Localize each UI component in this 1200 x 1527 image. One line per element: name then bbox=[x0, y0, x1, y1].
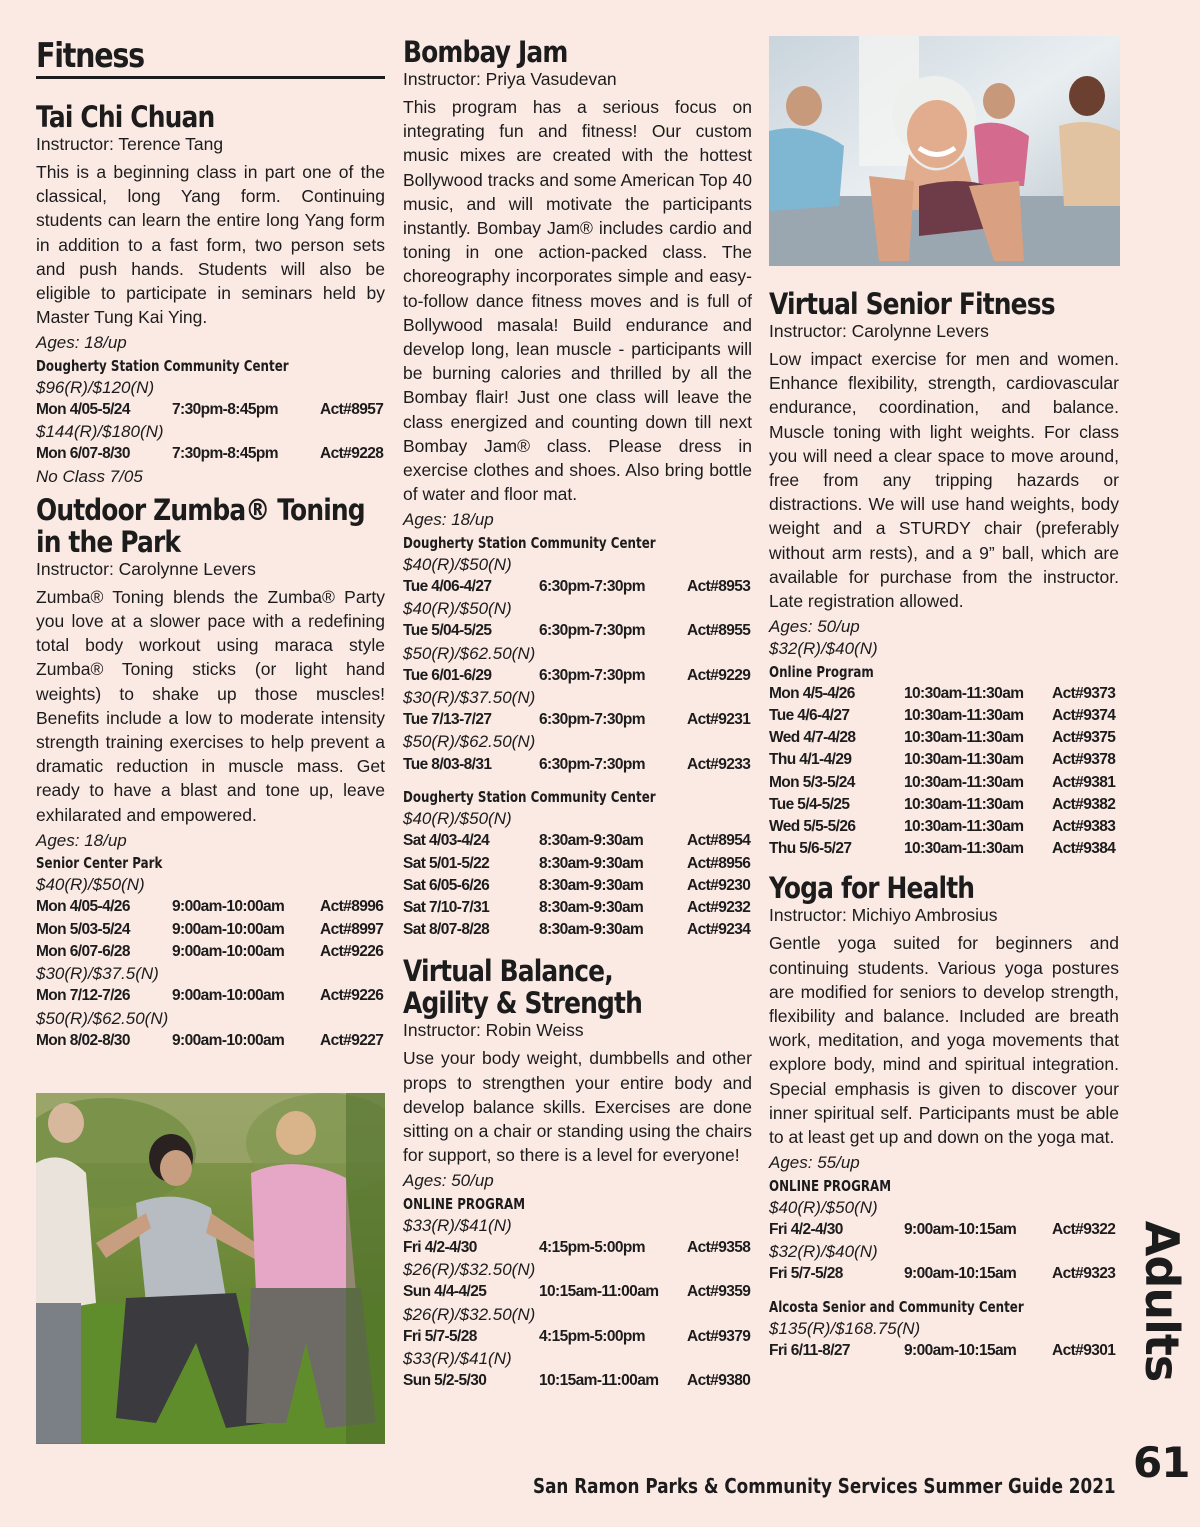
session-act: Act#9383 bbox=[1052, 818, 1116, 836]
tai-chi-price-2: $144(R)/$180(N) bbox=[36, 422, 164, 442]
tai-chi-note: No Class 7/05 bbox=[36, 466, 143, 486]
tai-chi-location: Dougherty Station Community Center bbox=[36, 356, 289, 375]
zumba-price-1: $40(R)/$50(N) bbox=[36, 875, 145, 895]
session-time: 6:30pm-7:30pm bbox=[539, 578, 645, 596]
session-time: 8:30am-9:30am bbox=[539, 876, 644, 894]
session-act: Act#9380 bbox=[687, 1372, 751, 1390]
spacer bbox=[403, 776, 752, 786]
session-day: Mon 4/05-4/26 bbox=[36, 898, 130, 916]
adults-side-tab bbox=[1135, 1220, 1189, 1382]
virtual-balance-price: $33(R)/$41(N) bbox=[403, 1215, 512, 1235]
senior-fitness-session-row bbox=[769, 683, 1119, 705]
senior-fitness-ages: Ages: 50/up bbox=[769, 617, 860, 637]
session-day: Tue 5/4-5/25 bbox=[769, 795, 850, 813]
session-time: 6:30pm-7:30pm bbox=[539, 711, 645, 729]
bombay-jam-description: This program has a serious focus on integrating fun and fitness! Our custom music mixes are created with the hottest Bollywood tracks and some American Top 40 music, and will motivate the participants instantly. Bombay Jam® includes cardio and toning in one action-packed class. The choreography incorporates simple and easy-to-follow dance fitness moves and is full of Bollywood masala! Build endurance and develop long, lean muscle - participants will be burning calories and thrilled by all the Bombay flair! Just one class will leave the class energized and counting down till next Bombay Jam® class. Please dress in exercise clothes and shoes. Also bring bottle of water and floor mat. bbox=[403, 97, 752, 505]
yoga-session-row bbox=[769, 1219, 1119, 1241]
column-right bbox=[769, 288, 1119, 1368]
session-time: 10:30am-11:30am bbox=[904, 751, 1024, 769]
senior-fitness-instructor: Instructor: Carolynne Levers bbox=[769, 321, 989, 341]
tai-chi-price-1: $96(R)/$120(N) bbox=[36, 377, 155, 397]
virtual-balance-location: ONLINE PROGRAM bbox=[403, 1194, 526, 1213]
section-title: Fitness bbox=[36, 36, 144, 76]
tai-chi-session-row bbox=[36, 399, 385, 421]
session-act: Act#9382 bbox=[1052, 795, 1116, 813]
session-act: Act#8953 bbox=[687, 578, 751, 596]
session-time: 9:00am-10:00am bbox=[172, 942, 285, 960]
zumba-ages: Ages: 18/up bbox=[36, 830, 127, 850]
senior-fitness-session-row bbox=[769, 816, 1119, 838]
virtual-balance-price: $33(R)/$41(N) bbox=[403, 1348, 512, 1368]
senior-fitness-price: $32(R)/$40(N) bbox=[769, 639, 878, 659]
column-left bbox=[36, 34, 385, 1058]
session-day: Sat 8/07-8/28 bbox=[403, 921, 490, 939]
senior-fitness-title: Virtual Senior Fitness bbox=[769, 287, 1055, 321]
tai-chi-photo bbox=[36, 1093, 385, 1444]
session-day: Wed 5/5-5/26 bbox=[769, 818, 856, 836]
bombay-jam-title: Bombay Jam bbox=[403, 35, 568, 69]
yoga-instructor: Instructor: Michiyo Ambrosius bbox=[769, 905, 998, 926]
session-act: Act#8957 bbox=[320, 401, 384, 419]
session-day: Mon 6/07-8/30 bbox=[36, 445, 130, 463]
zumba-price-3: $50(R)/$62.50(N) bbox=[36, 1008, 169, 1028]
bombay-jam-price: $50(R)/$62.50(N) bbox=[403, 732, 536, 752]
bombay-jam-price: $50(R)/$62.50(N) bbox=[403, 643, 536, 663]
bombay-jam-session-row bbox=[403, 875, 752, 897]
session-day: Fri 5/7-5/28 bbox=[769, 1265, 843, 1283]
session-day: Sat 5/01-5/22 bbox=[403, 854, 490, 872]
session-act: Act#9358 bbox=[687, 1238, 751, 1256]
session-time: 10:30am-11:30am bbox=[904, 707, 1024, 725]
session-time: 8:30am-9:30am bbox=[539, 898, 644, 916]
virtual-balance-description: Use your body weight, dumbbells and other props to strengthen your entire body and develop balance skills. Exercises are done sitting on a chair or standing using the chairs for support, so there is a level for everyone! bbox=[403, 1048, 752, 1166]
yoga-session-row bbox=[769, 1263, 1119, 1285]
session-act: Act#9322 bbox=[1052, 1220, 1116, 1238]
senior-fitness-session-row bbox=[769, 794, 1119, 816]
session-day: Tue 5/04-5/25 bbox=[403, 622, 492, 640]
session-time: 8:30am-9:30am bbox=[539, 832, 644, 850]
virtual-balance-price: $26(R)/$32.50(N) bbox=[403, 1260, 536, 1280]
bombay-jam-session-row bbox=[403, 665, 752, 687]
virtual-balance-session-row bbox=[403, 1237, 752, 1259]
yoga-location-1: ONLINE PROGRAM bbox=[769, 1176, 892, 1195]
session-day: Mon 7/12-7/26 bbox=[36, 987, 130, 1005]
session-time: 10:30am-11:30am bbox=[904, 840, 1024, 858]
session-day: Sun 5/2-5/30 bbox=[403, 1372, 487, 1390]
session-day: Fri 6/11-8/27 bbox=[769, 1341, 850, 1359]
adults-side-tab-label: Adults bbox=[1135, 1220, 1189, 1382]
zumba-title-line-1: Outdoor Zumba® Toning bbox=[36, 492, 365, 527]
tai-chi-ages: Ages: 18/up bbox=[36, 333, 127, 353]
column-middle bbox=[403, 34, 752, 1398]
session-time: 4:15pm-5:00pm bbox=[539, 1238, 645, 1256]
zumba-price-2: $30(R)/$37.5(N) bbox=[36, 964, 159, 984]
session-day: Mon 4/5-4/26 bbox=[769, 684, 855, 702]
session-time: 6:30pm-7:30pm bbox=[539, 666, 645, 684]
yoga-price: $32(R)/$40(N) bbox=[769, 1242, 878, 1262]
zumba-listing bbox=[36, 494, 385, 1052]
session-act: Act#9228 bbox=[320, 445, 384, 463]
session-act: Act#8997 bbox=[320, 920, 384, 938]
session-act: Act#9229 bbox=[687, 666, 751, 684]
session-day: Mon 8/02-8/30 bbox=[36, 1031, 130, 1049]
session-day: Fri 5/7-5/28 bbox=[403, 1327, 477, 1345]
yoga-location-2: Alcosta Senior and Community Center bbox=[769, 1297, 1024, 1316]
session-act: Act#9378 bbox=[1052, 751, 1116, 769]
session-day: Sat 7/10-7/31 bbox=[403, 898, 490, 916]
tai-chi-session-row bbox=[36, 443, 385, 465]
session-day: Tue 6/01-6/29 bbox=[403, 666, 492, 684]
senior-fitness-session-row bbox=[769, 838, 1119, 860]
session-time: 10:30am-11:30am bbox=[904, 795, 1024, 813]
virtual-balance-instructor: Instructor: Robin Weiss bbox=[403, 1020, 584, 1041]
session-day: Fri 4/2-4/30 bbox=[403, 1238, 477, 1256]
tai-chi-description: This is a beginning class in part one of the classical, long Yang form. Continuing students can learn the entire long Yang form in addition to a fast form, two person sets and push hands. Students will also be eligible to participate in seminars held by Master Tung Kai Ying. bbox=[36, 162, 385, 328]
senior-fitness-photo-illustration bbox=[769, 36, 1120, 266]
session-act: Act#9379 bbox=[687, 1327, 751, 1345]
session-day: Sat 4/03-4/24 bbox=[403, 832, 490, 850]
session-time: 6:30pm-7:30pm bbox=[539, 622, 645, 640]
senior-fitness-session-row bbox=[769, 749, 1119, 771]
session-act: Act#8956 bbox=[687, 854, 751, 872]
bombay-jam-instructor: Instructor: Priya Vasudevan bbox=[403, 69, 617, 89]
zumba-session-row bbox=[36, 985, 385, 1007]
bombay-jam-session-row bbox=[403, 919, 752, 941]
zumba-description: Zumba® Toning blends the Zumba® Party you love at a slower pace with a redefining total body workout using maraca style Zumba® Toning sticks (or light hand weights) to shake up those muscles! Benefits include a low to moderate intensity strength training exercises to help prevent a dramatic reduction in muscle mass. Get ready to have a blast and tone up, leave exhilarated and empowered. bbox=[36, 586, 385, 825]
session-act: Act#9375 bbox=[1052, 729, 1116, 747]
zumba-session-row bbox=[36, 896, 385, 918]
tai-chi-instructor: Instructor: Terence Tang bbox=[36, 134, 224, 154]
bombay-jam-location-2: Dougherty Station Community Center bbox=[403, 787, 656, 806]
session-time: 8:30am-9:30am bbox=[539, 854, 644, 872]
session-act: Act#8955 bbox=[687, 622, 751, 640]
session-time: 10:30am-11:30am bbox=[904, 729, 1024, 747]
bombay-jam-session-row bbox=[403, 897, 752, 919]
session-act: Act#9359 bbox=[687, 1283, 751, 1301]
page-number: 61 bbox=[1133, 1438, 1190, 1487]
bombay-jam-session-row bbox=[403, 754, 752, 776]
yoga-listing bbox=[769, 872, 1119, 1362]
session-act: Act#9374 bbox=[1052, 707, 1116, 725]
virtual-balance-ages: Ages: 50/up bbox=[403, 1171, 494, 1191]
senior-fitness-session-row bbox=[769, 705, 1119, 727]
session-act: Act#9373 bbox=[1052, 684, 1116, 702]
session-act: Act#9233 bbox=[687, 755, 751, 773]
senior-fitness-location: Online Program bbox=[769, 662, 874, 681]
yoga-title: Yoga for Health bbox=[769, 871, 975, 906]
zumba-instructor: Instructor: Carolynne Levers bbox=[36, 558, 256, 579]
session-act: Act#9231 bbox=[687, 711, 751, 729]
senior-fitness-session-row bbox=[769, 727, 1119, 749]
session-day: Tue 8/03-8/31 bbox=[403, 755, 492, 773]
session-act: Act#9301 bbox=[1052, 1341, 1116, 1359]
footer-text: San Ramon Parks & Community Services Summer Guide 2021 bbox=[533, 1474, 1116, 1498]
session-time: 9:00am-10:00am bbox=[172, 920, 285, 938]
session-time: 9:00am-10:00am bbox=[172, 1031, 285, 1049]
bombay-jam-price: $40(R)/$50(N) bbox=[403, 554, 512, 574]
session-time: 10:15am-11:00am bbox=[539, 1372, 659, 1390]
session-time: 4:15pm-5:00pm bbox=[539, 1327, 645, 1345]
session-time: 9:00am-10:15am bbox=[904, 1265, 1017, 1283]
session-day: Tue 7/13-7/27 bbox=[403, 711, 492, 729]
session-time: 9:00am-10:15am bbox=[904, 1220, 1017, 1238]
yoga-price: $135(R)/$168.75(N) bbox=[769, 1318, 921, 1338]
yoga-description: Gentle yoga suited for beginners and continuing students. Various yoga postures are modified for seniors to develop strength, flexibility and balance. Included are breath work, meditation, and yoga movements that explore body, mind and spiritual integration. Special emphasis is given to discover your inner spiritual self. Participants must be able to at least get up and down on the yoga mat. bbox=[769, 933, 1119, 1148]
session-day: Mon 4/05-5/24 bbox=[36, 401, 130, 419]
virtual-balance-session-row bbox=[403, 1281, 752, 1303]
session-act: Act#9226 bbox=[320, 942, 384, 960]
session-act: Act#8954 bbox=[687, 832, 751, 850]
session-time: 10:30am-11:30am bbox=[904, 684, 1024, 702]
bombay-jam-session-row bbox=[403, 620, 752, 642]
tai-chi-photo-illustration bbox=[36, 1093, 385, 1444]
session-act: Act#8996 bbox=[320, 898, 384, 916]
session-act: Act#9227 bbox=[320, 1031, 384, 1049]
virtual-balance-title-line-2: Agility & Strength bbox=[403, 986, 642, 1021]
bombay-jam-price: $40(R)/$50(N) bbox=[403, 809, 512, 829]
session-day: Mon 6/07-6/28 bbox=[36, 942, 130, 960]
spacer bbox=[769, 1286, 1119, 1296]
session-day: Mon 5/03-5/24 bbox=[36, 920, 130, 938]
bombay-jam-session-row bbox=[403, 576, 752, 598]
session-time: 10:30am-11:30am bbox=[904, 818, 1024, 836]
senior-fitness-session-row bbox=[769, 772, 1119, 794]
senior-fitness-photo bbox=[769, 36, 1120, 266]
session-time: 9:00am-10:15am bbox=[904, 1341, 1017, 1359]
tai-chi-listing bbox=[36, 101, 385, 488]
session-time: 6:30pm-7:30pm bbox=[539, 755, 645, 773]
yoga-session-row bbox=[769, 1340, 1119, 1362]
session-time: 10:15am-11:00am bbox=[539, 1283, 659, 1301]
session-day: Thu 5/6-5/27 bbox=[769, 840, 852, 858]
bombay-jam-price: $30(R)/$37.50(N) bbox=[403, 688, 536, 708]
session-act: Act#9226 bbox=[320, 987, 384, 1005]
section-title-rule bbox=[36, 34, 385, 79]
virtual-balance-title-line-1: Virtual Balance, bbox=[403, 954, 613, 989]
session-day: Wed 4/7-4/28 bbox=[769, 729, 856, 747]
session-act: Act#9323 bbox=[1052, 1265, 1116, 1283]
zumba-session-row bbox=[36, 941, 385, 963]
session-act: Act#9230 bbox=[687, 876, 751, 894]
bombay-jam-listing bbox=[403, 34, 752, 941]
session-time: 7:30pm-8:45pm bbox=[172, 401, 278, 419]
senior-fitness-description: Low impact exercise for men and women. Enhance flexibility, strength, cardiovascular endurance, coordination, and balance. Muscle toning with light weights. For class you will need a clear space to move around, free from any tripping hazards or distractions. We will use hand weights, body weight and a STURDY chair (preferably without arm rests), and a 9” ball, which are available for purchase from the instructor. Late registration allowed. bbox=[769, 349, 1119, 612]
zumba-location: Senior Center Park bbox=[36, 854, 163, 873]
virtual-balance-session-row bbox=[403, 1326, 752, 1348]
session-day: Tue 4/6-4/27 bbox=[769, 707, 850, 725]
session-act: Act#9234 bbox=[687, 921, 751, 939]
tai-chi-title: Tai Chi Chuan bbox=[36, 100, 215, 134]
session-day: Fri 4/2-4/30 bbox=[769, 1220, 843, 1238]
yoga-price: $40(R)/$50(N) bbox=[769, 1197, 878, 1217]
session-day: Sat 6/05-6/26 bbox=[403, 876, 490, 894]
session-act: Act#9381 bbox=[1052, 773, 1116, 791]
bombay-jam-ages: Ages: 18/up bbox=[403, 510, 494, 530]
bombay-jam-price: $40(R)/$50(N) bbox=[403, 599, 512, 619]
zumba-session-row bbox=[36, 1030, 385, 1052]
senior-fitness-listing bbox=[769, 288, 1119, 860]
bombay-jam-session-row bbox=[403, 709, 752, 731]
zumba-session-row bbox=[36, 919, 385, 941]
zumba-title-line-2: in the Park bbox=[36, 524, 181, 559]
session-time: 7:30pm-8:45pm bbox=[172, 445, 278, 463]
session-time: 9:00am-10:00am bbox=[172, 898, 285, 916]
session-act: Act#9384 bbox=[1052, 840, 1116, 858]
virtual-balance-price: $26(R)/$32.50(N) bbox=[403, 1304, 536, 1324]
bombay-jam-session-row bbox=[403, 853, 752, 875]
session-time: 8:30am-9:30am bbox=[539, 921, 644, 939]
session-day: Thu 4/1-4/29 bbox=[769, 751, 852, 769]
virtual-balance-listing bbox=[403, 955, 752, 1392]
session-time: 9:00am-10:00am bbox=[172, 987, 285, 1005]
session-day: Tue 4/06-4/27 bbox=[403, 578, 492, 596]
yoga-ages: Ages: 55/up bbox=[769, 1153, 860, 1173]
bombay-jam-session-row bbox=[403, 830, 752, 852]
session-day: Mon 5/3-5/24 bbox=[769, 773, 855, 791]
session-act: Act#9232 bbox=[687, 898, 751, 916]
session-time: 10:30am-11:30am bbox=[904, 773, 1024, 791]
bombay-jam-location-1: Dougherty Station Community Center bbox=[403, 533, 656, 552]
session-day: Sun 4/4-4/25 bbox=[403, 1283, 487, 1301]
virtual-balance-session-row bbox=[403, 1370, 752, 1392]
